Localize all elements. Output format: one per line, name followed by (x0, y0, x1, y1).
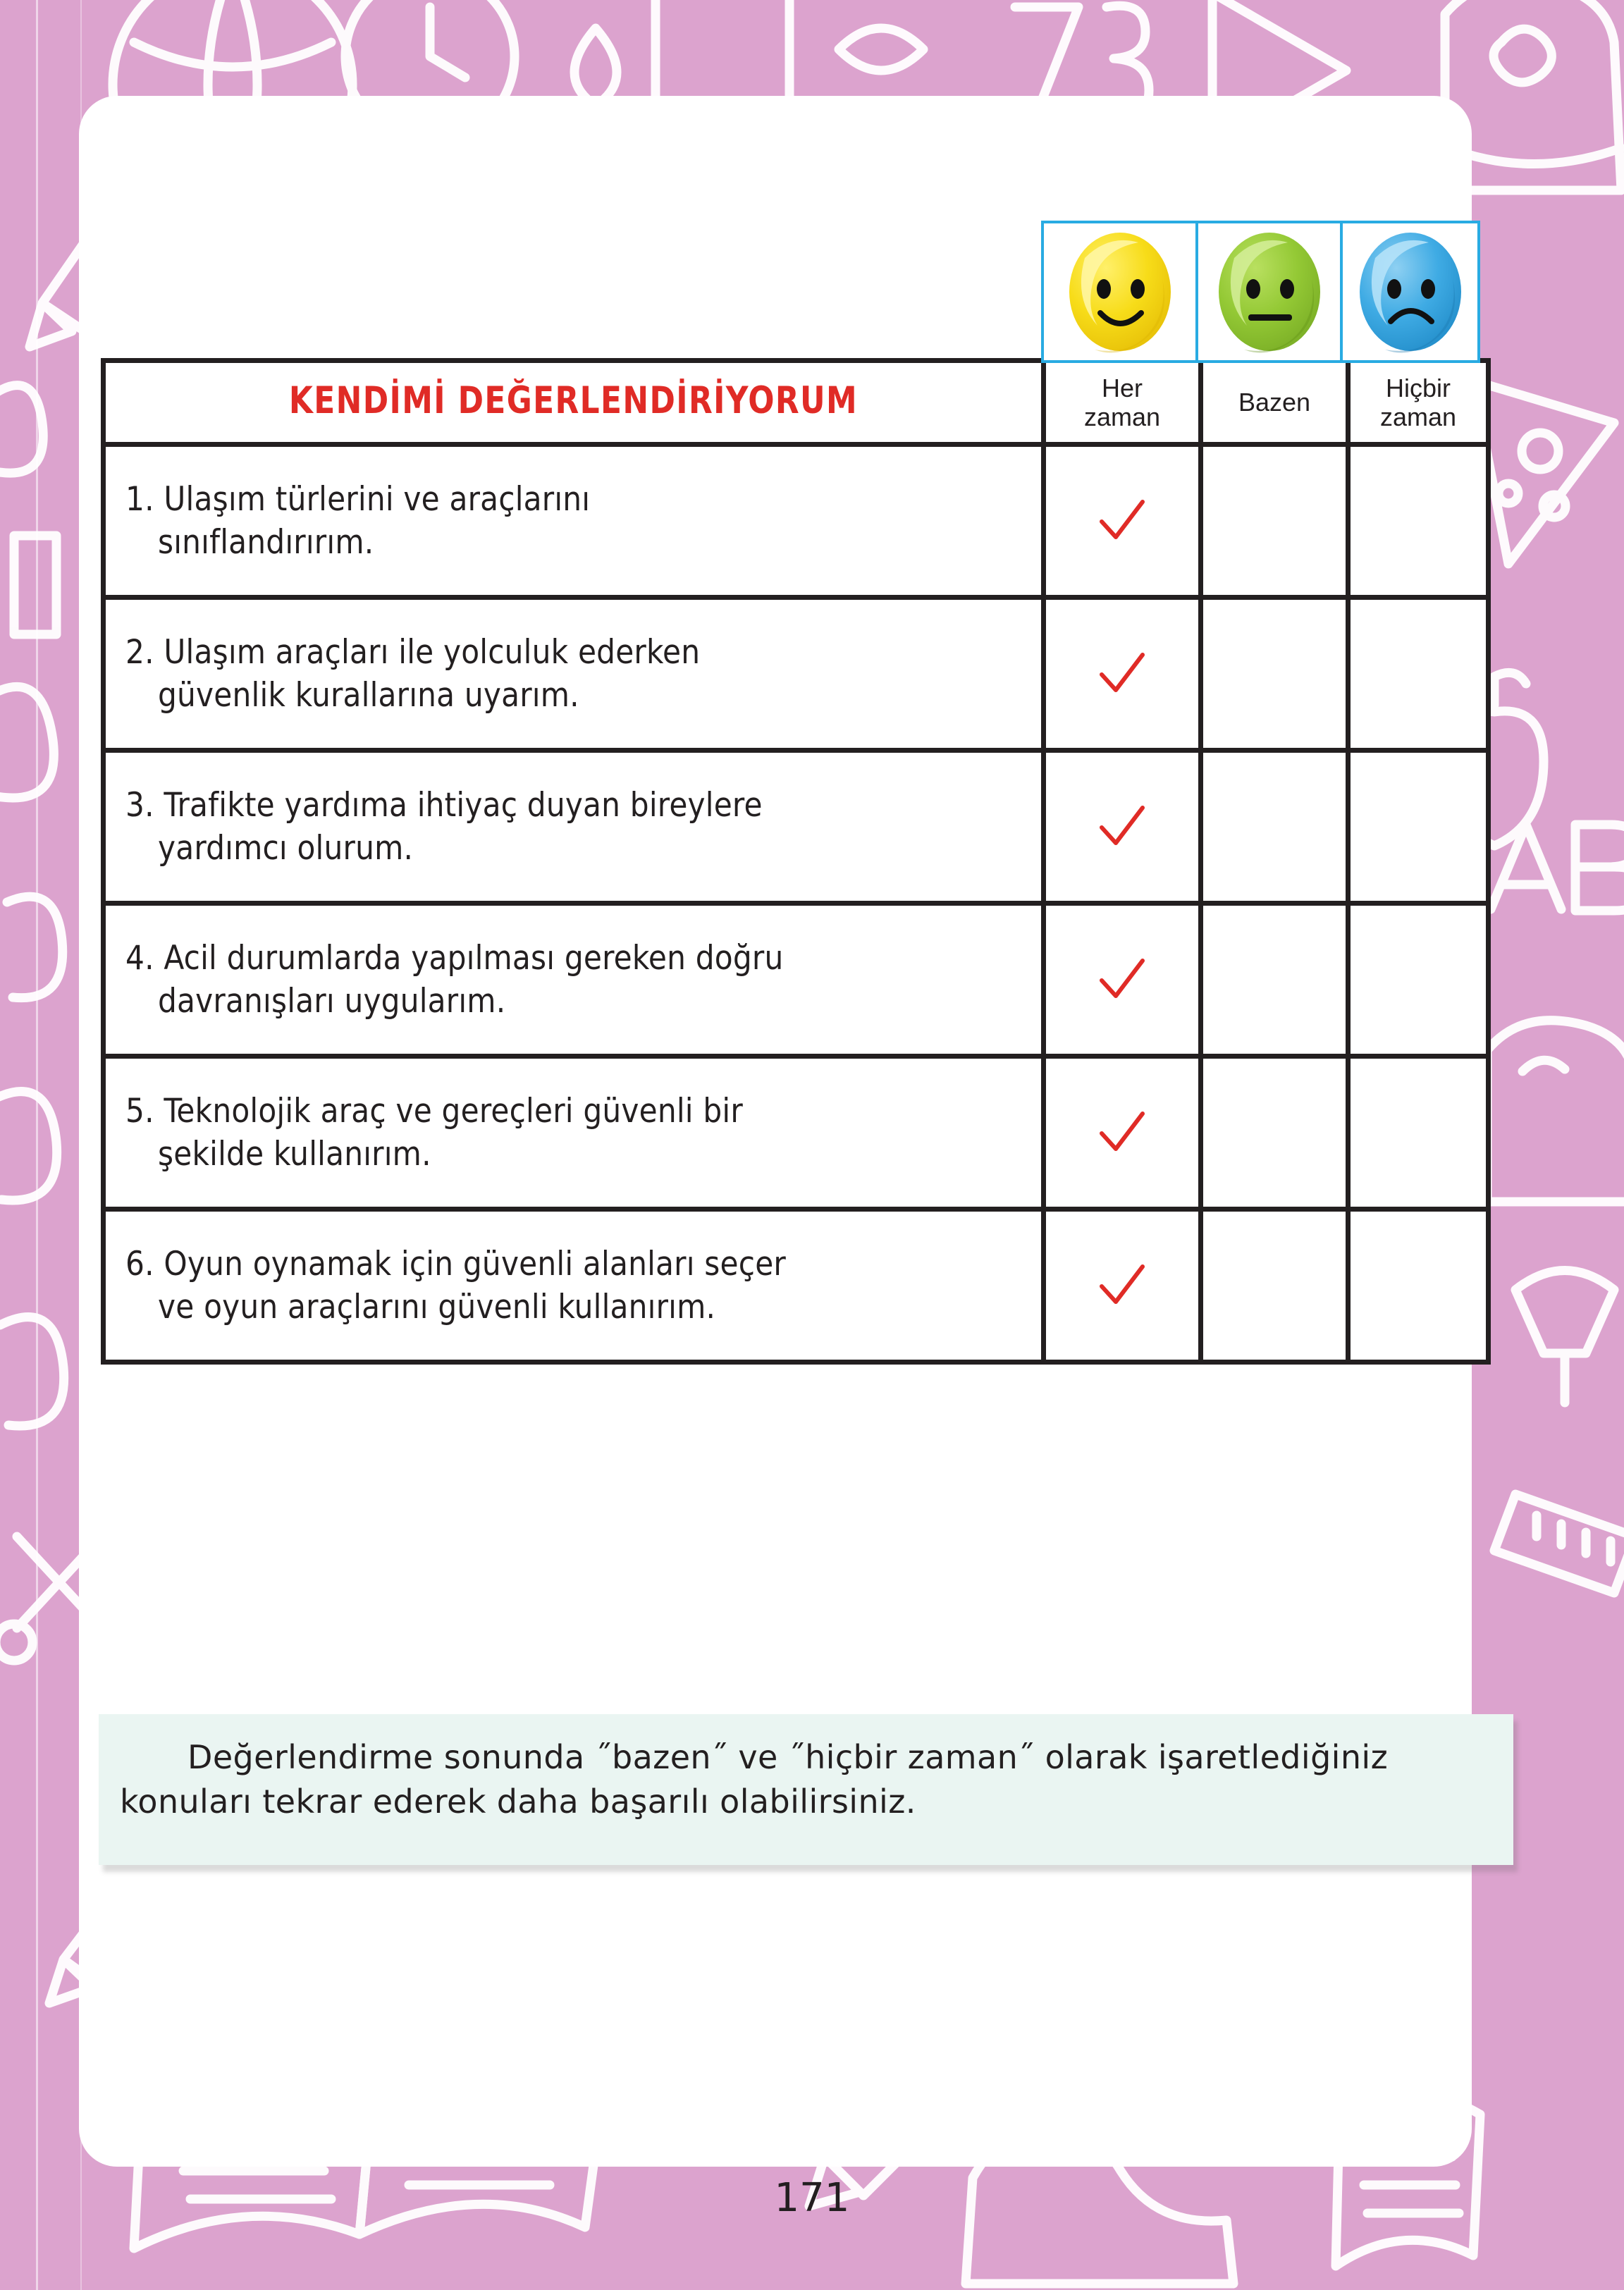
checkbox-cell-bazen-4[interactable] (1201, 904, 1348, 1057)
column-header-line2: zaman (1083, 402, 1161, 431)
statement-line1: Oyun oynamak için güvenli alanları seçer (164, 1244, 786, 1283)
column-header-line1: Bazen (1238, 388, 1311, 417)
rating-face-header (1041, 221, 1483, 363)
statement-line2: yardımcı olurum. (158, 829, 414, 868)
statement-cell-1 (104, 445, 1044, 598)
statement-number: 4. (125, 938, 154, 978)
self-assessment-table (101, 358, 1491, 1365)
statement-line1: Ulaşım türlerini ve araçlarını (164, 479, 591, 519)
checkbox-cell-her-zaman-3[interactable] (1044, 751, 1201, 904)
table-row (104, 904, 1489, 1057)
statement-line2: ve oyun araçlarını güvenli kullanırım. (158, 1288, 716, 1326)
statement-line2: şekilde kullanırım. (158, 1135, 431, 1174)
checkbox-cell-her-zaman-5[interactable] (1044, 1057, 1201, 1209)
checkbox-cell-hicbir-zaman-5[interactable] (1348, 1057, 1489, 1209)
rating-face-cell-bazen (1195, 221, 1343, 363)
page-number: 171 (774, 2175, 850, 2221)
column-header-line2: zaman (1379, 402, 1457, 431)
checkmark-icon (1092, 795, 1152, 856)
sad-face-icon (1354, 230, 1467, 354)
table-row (104, 751, 1489, 904)
checkmark-icon (1092, 948, 1152, 1009)
checkbox-cell-hicbir-zaman-1[interactable] (1348, 445, 1489, 598)
rating-face-cell-her-zaman (1041, 221, 1198, 363)
statement-line2: güvenlik kurallarına uyarım. (158, 676, 579, 715)
checkbox-cell-hicbir-zaman-4[interactable] (1348, 904, 1489, 1057)
statement-cell-3 (104, 751, 1044, 904)
statement-number: 1. (125, 479, 154, 519)
checkbox-cell-her-zaman-4[interactable] (1044, 904, 1201, 1057)
checkmark-icon (1092, 1254, 1152, 1315)
statement-cell-2 (104, 598, 1044, 751)
table-row (104, 1057, 1489, 1209)
statement-number: 6. (125, 1244, 154, 1283)
info-note-text: Değerlendirme sonunda ˝bazen˝ ve ˝hiçbir zaman˝ olarak işaretlediğiniz konuları tekrar ederek daha başarılı olabilirsiniz. (120, 1738, 1389, 1821)
statement-number: 2. (125, 632, 154, 672)
statement-line1: Ulaşım araçları ile yolculuk ederken (164, 632, 701, 672)
checkbox-cell-bazen-3[interactable] (1201, 751, 1348, 904)
statement-number: 5. (125, 1091, 154, 1131)
checkbox-cell-bazen-2[interactable] (1201, 598, 1348, 751)
statement-line1: Trafikte yardıma ihtiyaç duyan bireylere (164, 785, 763, 825)
table-row (104, 445, 1489, 598)
column-header-line1: Her (1101, 373, 1143, 402)
checkmark-icon (1092, 1101, 1152, 1162)
checkbox-cell-her-zaman-2[interactable] (1044, 598, 1201, 751)
checkbox-cell-hicbir-zaman-3[interactable] (1348, 751, 1489, 904)
spine-line-left (36, 0, 38, 2290)
table-header-row (104, 361, 1489, 445)
neutral-face-icon (1213, 230, 1326, 354)
page-title: KENDİMİ DEĞERLENDİRİYORUM (288, 378, 859, 422)
checkbox-cell-hicbir-zaman-2[interactable] (1348, 598, 1489, 751)
statement-number: 3. (125, 785, 154, 825)
table-title-cell (104, 361, 1044, 445)
checkbox-cell-bazen-1[interactable] (1201, 445, 1348, 598)
checkbox-cell-bazen-5[interactable] (1201, 1057, 1348, 1209)
happy-face-icon (1064, 230, 1176, 354)
rating-face-cell-hicbir-zaman (1340, 221, 1480, 363)
checkbox-cell-hicbir-zaman-6[interactable] (1348, 1209, 1489, 1362)
column-header-her-zaman (1044, 361, 1201, 445)
table-row (104, 1209, 1489, 1362)
statement-line1: Acil durumlarda yapılması gereken doğru (164, 938, 784, 978)
checkbox-cell-her-zaman-6[interactable] (1044, 1209, 1201, 1362)
checkmark-icon (1092, 642, 1152, 703)
column-header-line1: Hiçbir (1385, 373, 1451, 402)
statement-cell-6 (104, 1209, 1044, 1362)
table-row (104, 598, 1489, 751)
statement-line1: Teknolojik araç ve gereçleri güvenli bir (164, 1091, 743, 1131)
statement-line2: sınıflandırırım. (158, 523, 374, 562)
checkbox-cell-bazen-6[interactable] (1201, 1209, 1348, 1362)
statement-line2: davranışları uygularım. (158, 982, 506, 1021)
statement-cell-4 (104, 904, 1044, 1057)
column-header-bazen (1201, 361, 1348, 445)
checkmark-icon (1092, 489, 1152, 550)
statement-cell-5 (104, 1057, 1044, 1209)
info-note-box (99, 1714, 1513, 1865)
column-header-hicbir-zaman (1348, 361, 1489, 445)
checkbox-cell-her-zaman-1[interactable] (1044, 445, 1201, 598)
